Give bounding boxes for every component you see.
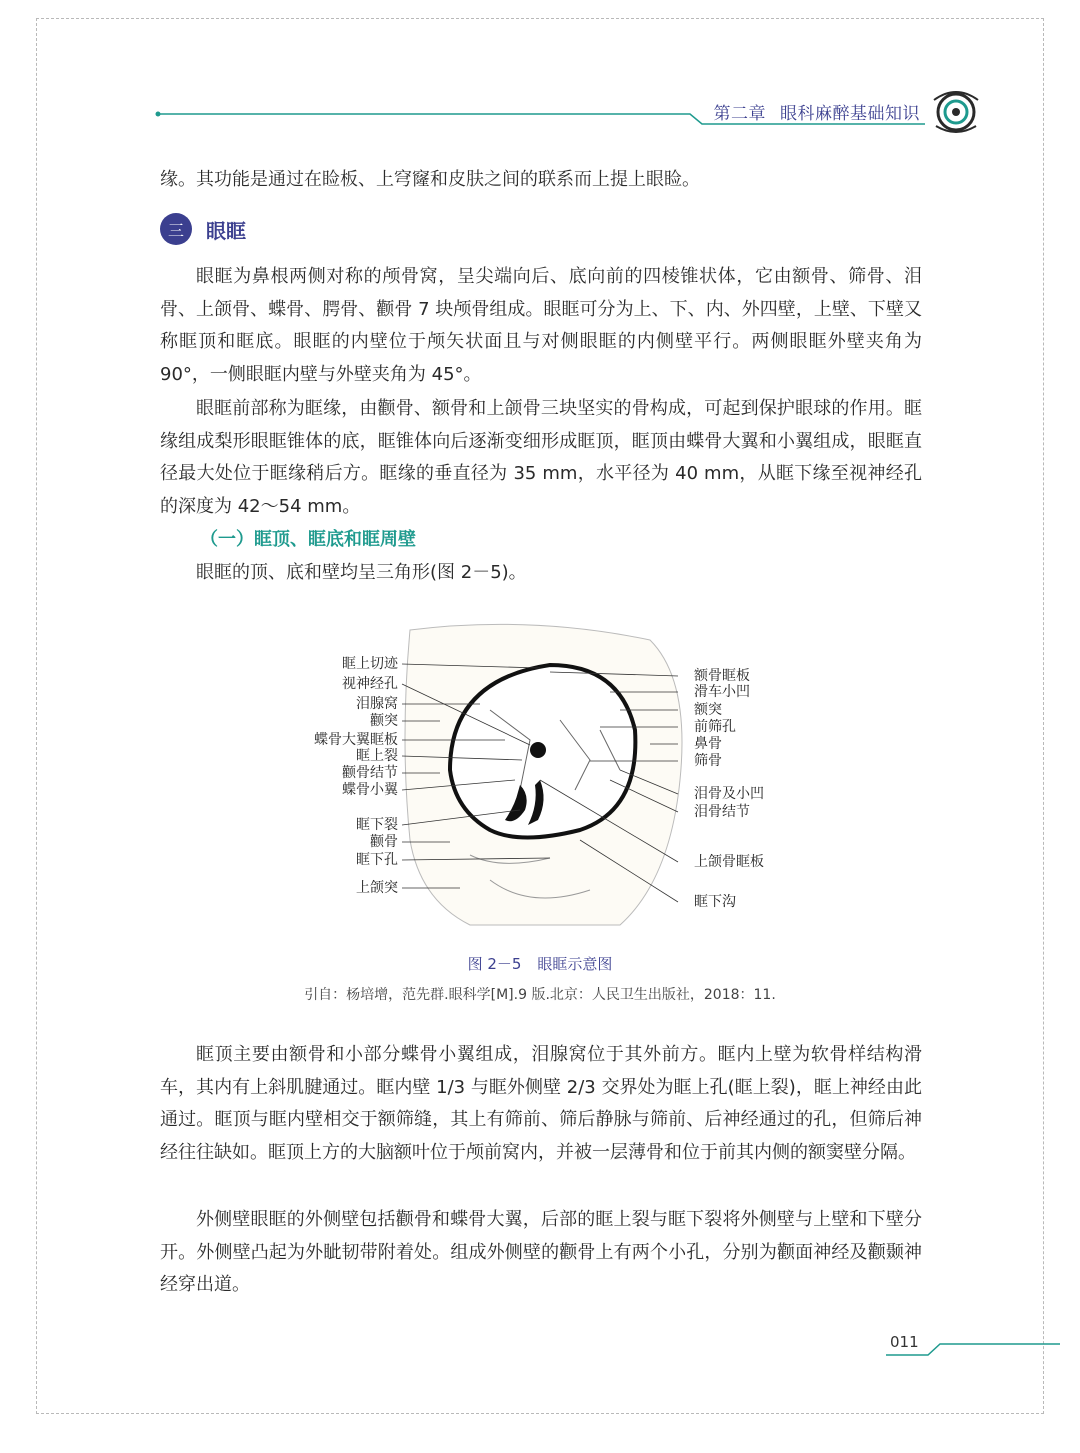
figure-label-right: 额骨眶板 [694, 668, 750, 684]
section-title: 眼眶 [206, 218, 246, 243]
figure-title: 眼眶示意图 [537, 955, 613, 973]
orbit-figure [290, 620, 790, 940]
section-heading [160, 213, 246, 245]
paragraph-continued: 缘。其功能是通过在睑板、上穹窿和皮肤之间的联系而上提上眼睑。 [160, 169, 700, 190]
figure-label-left: 眶下裂 [356, 817, 398, 833]
figure-number: 图 2－5 [467, 955, 522, 973]
paragraph-orbital-roof: 眶顶主要由额骨和小部分蝶骨小翼组成，泪腺窝位于其外前方。眶内上壁为软骨样结构滑车，其内有上斜肌腱通过。眶内壁 1/3 与眶外侧壁 2/3 交界处为眶上孔(眶上裂)，眶上神经由此通过。眶顶与眶内壁相交于额筛缝，其上有筛前、筛后静脉与筛前、后神经通过的孔，但筛后神经往往缺如。眶顶上方的大脑额叶位于颅前窝内，并被一层薄骨和位于前其内侧的额窦壁分隔。 [160, 1044, 922, 1163]
figure-label-left: 泪腺窝 [356, 696, 398, 712]
eye-logo-icon [934, 92, 978, 132]
figure-label-left: 视神经孔 [342, 676, 398, 692]
figure-label-left: 眶下孔 [356, 852, 398, 868]
figure-label-right: 眶下沟 [694, 894, 736, 910]
figure-label-right: 鼻骨 [694, 736, 722, 752]
paragraph-orbital-rim: 眼眶前部称为眶缘，由颧骨、额骨和上颌骨三块坚实的骨构成，可起到保护眼球的作用。眶缘组成梨形眼眶锥体的底，眶锥体向后逐渐变细形成眶顶，眶顶由蝶骨大翼和小翼组成，眼眶直径最大处位于眶缘稍后方。眶缘的垂直径为 35 mm，水平径为 40 mm，从眶下缘至视神经孔的深度为 42～54 mm。 [160, 398, 922, 517]
paragraph-figure-ref: 眼眶的顶、底和壁均呈三角形(图 2－5)。 [196, 562, 527, 583]
figure-label-left: 上颌突 [356, 880, 398, 896]
figure-label-left: 蝶骨大翼眶板 [314, 732, 398, 748]
paragraph-lateral-wall: 外侧壁眼眶的外侧壁包括颧骨和蝶骨大翼，后部的眶上裂与眶下裂将外侧壁与上壁和下壁分开。外侧壁凸起为外眦韧带附着处。组成外侧壁的颧骨上有两个小孔，分别为颧面神经及颧颞神经穿出道。 [160, 1209, 922, 1296]
figure-label-left: 颧骨 [370, 834, 398, 850]
figure-label-right: 额突 [694, 702, 722, 718]
figure-label-right: 泪骨及小凹 [694, 786, 764, 802]
figure-label-left: 眶上裂 [356, 748, 398, 764]
figure-caption [0, 953, 1080, 974]
chapter-title: 眼科麻醉基础知识 [780, 104, 920, 124]
figure-label-right: 滑车小凹 [694, 684, 750, 700]
figure-label-left: 颧骨结节 [342, 765, 398, 781]
figure-label-right: 前筛孔 [694, 719, 736, 735]
figure-label-right: 泪骨结节 [694, 804, 750, 820]
figure-label-left: 蝶骨小翼 [342, 782, 398, 798]
chapter-header [714, 99, 921, 124]
chapter-number: 第二章 [713, 104, 766, 124]
section-badge: 三 [160, 213, 192, 245]
figure-label-left: 眶上切迹 [342, 656, 398, 672]
page-number: 011 [890, 1333, 919, 1351]
figure-label-left: 颧突 [370, 713, 398, 729]
figure-source: 引自：杨培增，范先群.眼科学[M].9 版.北京：人民卫生出版社，2018：11. [304, 987, 776, 1003]
subsection-title: （一）眶顶、眶底和眶周壁 [200, 529, 416, 550]
figure-label-right: 筛骨 [694, 753, 722, 769]
figure-label-right: 上颌骨眶板 [694, 854, 764, 870]
paragraph-orbit-intro: 眼眶为鼻根两侧对称的颅骨窝，呈尖端向后、底向前的四棱锥状体，它由额骨、筛骨、泪骨、上颌骨、蝶骨、腭骨、颧骨 7 块颅骨组成。眼眶可分为上、下、内、外四壁，上壁、下壁又称眶顶和眶底。眼眶的内壁位于颅矢状面且与对侧眼眶的内侧壁平行。两侧眼眶外壁夹角为 90°，一侧眼眶内壁与外壁夹角为 45°。 [160, 266, 922, 385]
